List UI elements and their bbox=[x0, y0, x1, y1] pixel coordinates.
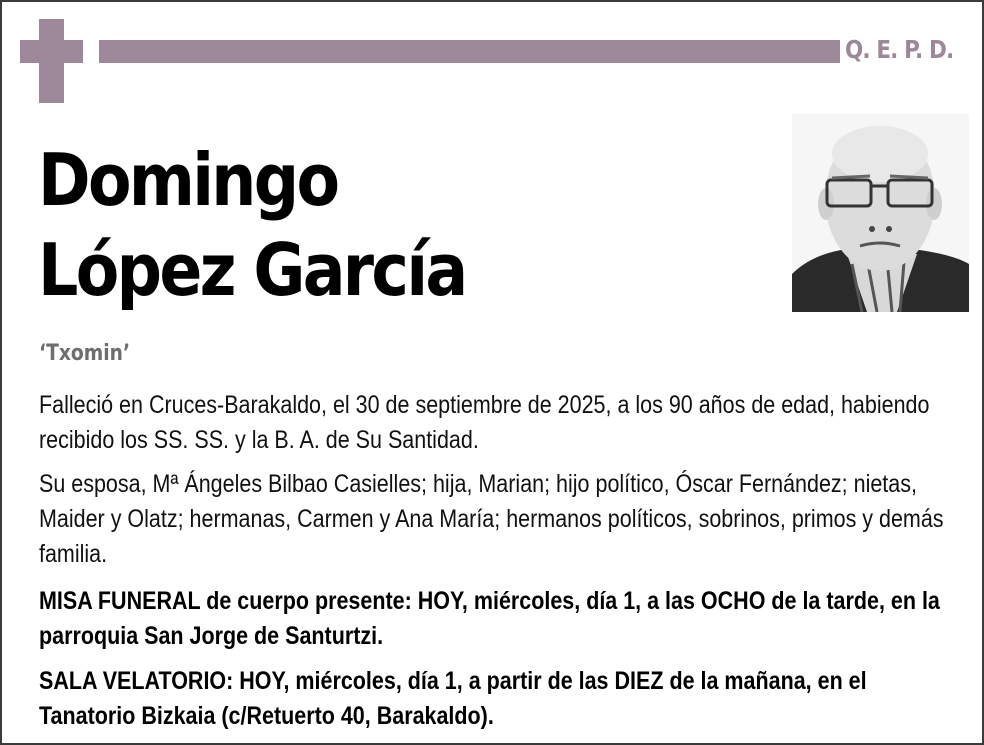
portrait-photo bbox=[792, 114, 969, 312]
funeral-mass-paragraph: MISA FUNERAL de cuerpo presente: HOY, miércoles, día 1, a las OCHO de la tarde, en la parroquia San Jorge de Santurtzi. bbox=[39, 587, 940, 650]
death-notice-paragraph: Falleció en Cruces-Barakaldo, el 30 de septiembre de 2025, a los 90 años de edad, habiendo recibido los SS. SS. y la B. A. de Su Santidad. bbox=[39, 391, 930, 454]
qepd-label: Q. E. P. D. bbox=[845, 35, 954, 64]
surnames: López García bbox=[38, 228, 466, 312]
nickname: ‘Txomin’ bbox=[39, 341, 131, 366]
first-name: Domingo bbox=[38, 138, 338, 222]
wake-paragraph: SALA VELATORIO: HOY, miércoles, día 1, a partir de las DIEZ de la mañana, en el Tanatorio Bizkaia (c/Retuerto 40, Barakaldo). bbox=[39, 667, 867, 730]
portrait-image bbox=[792, 114, 969, 312]
cross-icon-arm bbox=[20, 40, 83, 63]
family-paragraph: Su esposa, Mª Ángeles Bilbao Casielles; hija, Marian; hijo político, Óscar Fernández; nietas, Maider y Olatz; hermanas, Carmen y Ana María; hermanos políticos, sobrinos, primos y demás familia. bbox=[39, 470, 944, 568]
deceased-name bbox=[38, 135, 466, 315]
header-rule bbox=[99, 40, 840, 63]
